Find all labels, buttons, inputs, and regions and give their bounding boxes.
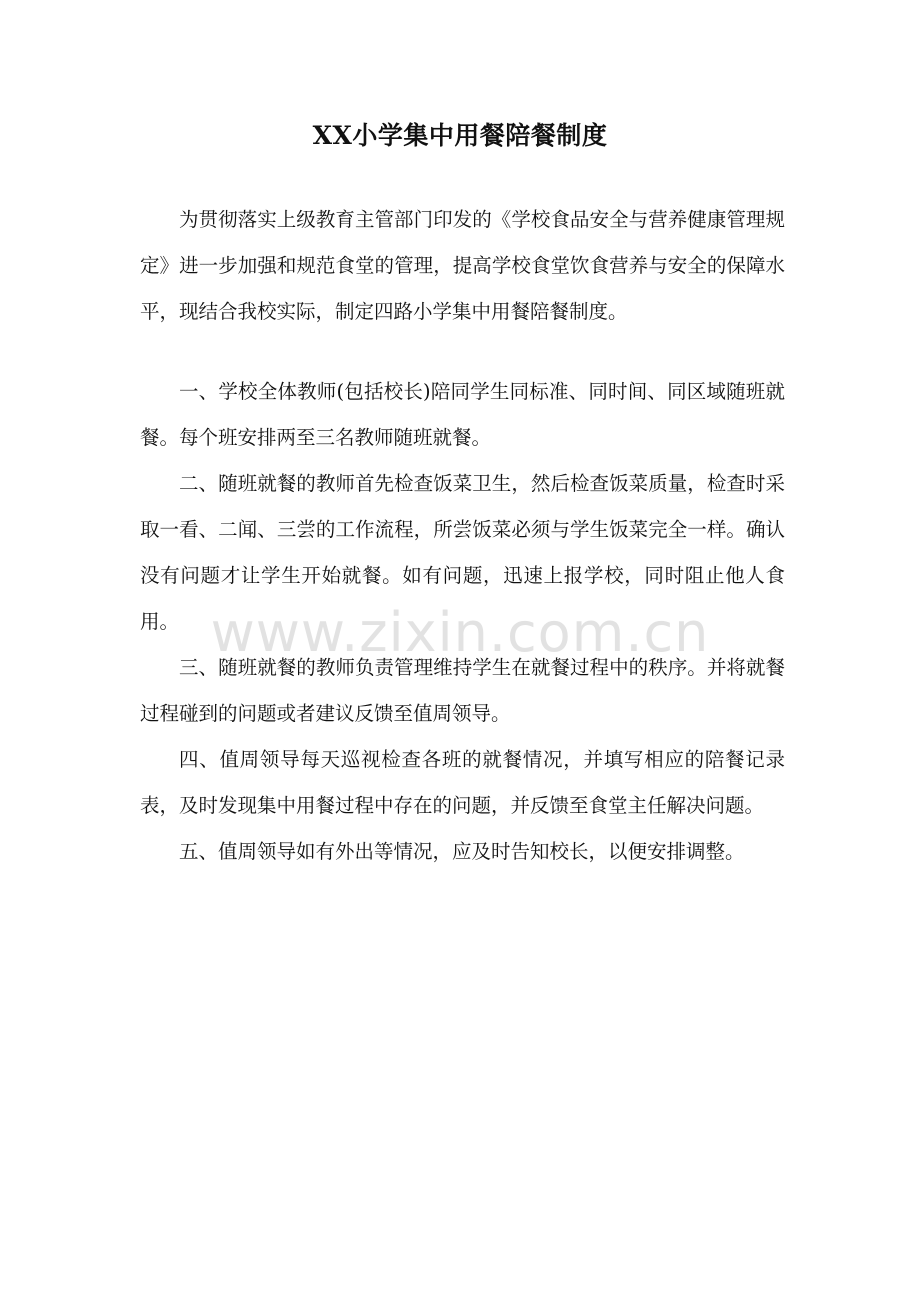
site-watermark: www.zixin.com.cn [210, 601, 710, 664]
paragraph-spacer [140, 335, 785, 369]
intro-paragraph: 为贯彻落实上级教育主管部门印发的《学校食品安全与营养健康管理规定》进一步加强和规范食堂的管理，提高学校食堂饮食营养与安全的保障水平，现结合我校实际，制定四路小学集中用餐陪餐制度。 [140, 208, 785, 323]
document-body [140, 197, 785, 875]
rule-item-1: 一、学校全体教师(包括校长)陪同学生同标准、同时间、同区域随班就餐。每个班安排两至三名教师随班就餐。 [140, 380, 785, 449]
rule-item-5: 五、值周领导如有外出等情况，应及时告知校长，以便安排调整。 [179, 840, 745, 863]
rule-item-3: 三、随班就餐的教师负责管理维持学生在就餐过程中的秩序。并将就餐过程碰到的问题或者建议反馈至值周领导。 [140, 656, 785, 725]
document-title: XX小学集中用餐陪餐制度 [312, 121, 608, 150]
rule-item-4: 四、值周领导每天巡视检查各班的就餐情况，并填写相应的陪餐记录表，及时发现集中用餐过程中存在的问题，并反馈至食堂主任解决问题。 [140, 748, 785, 817]
rule-item-2: 二、随班就餐的教师首先检查饭菜卫生，然后检查饭菜质量，检查时采取一看、二闻、三尝的工作流程，所尝饭菜必须与学生饭菜完全一样。确认没有问题才让学生开始就餐。如有问题，迅速上报学校，同时阻止他人食用。 [140, 472, 785, 633]
